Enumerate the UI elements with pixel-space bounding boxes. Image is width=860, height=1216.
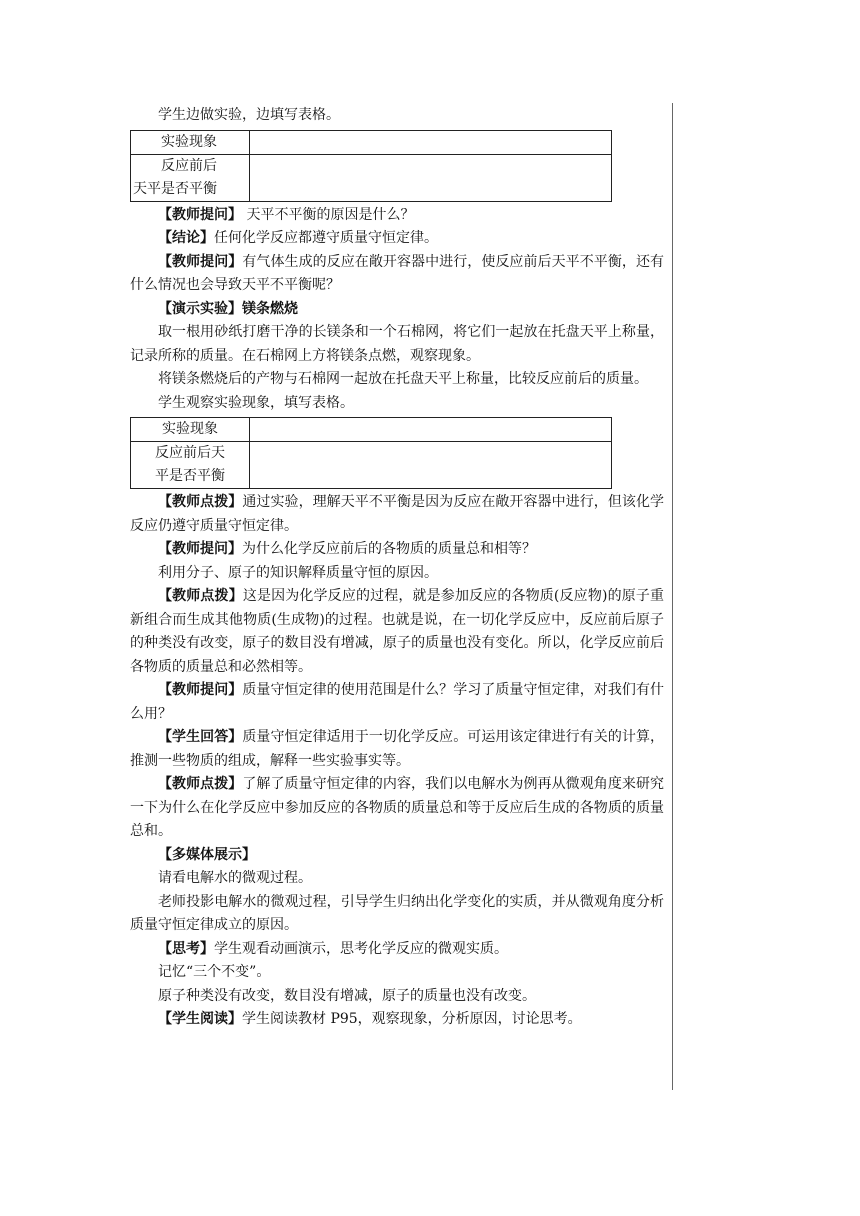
table-cell-text: 平是否平衡 xyxy=(155,468,225,484)
demo-title: 镁条燃烧 xyxy=(242,300,298,317)
tag-label: 【多媒体展示】 xyxy=(158,846,256,863)
teacher-question xyxy=(130,679,664,726)
teacher-hint xyxy=(130,491,664,538)
tag-label: 【教师提问】 xyxy=(158,206,242,223)
table-row xyxy=(131,154,612,201)
table-cell-blank[interactable] xyxy=(250,418,612,442)
tag-label: 【教师提问】 xyxy=(158,253,243,270)
paragraph-text: 这是因为化学反应的过程，就是参加反应的各物质(反应物)的原子重新组合而生成其他物质(生成物)的过程。也就是说，在一切化学反应中，反应前后原子的种类没有改变，原子的数目没有增减，原子的质量也没有变化。所以，化学反应前后各物质的质量总和必然相等。 xyxy=(130,588,664,675)
demo-experiment xyxy=(130,298,664,322)
paragraph-text: 天平不平衡的原因是什么？ xyxy=(242,206,415,223)
tag-label: 【学生回答】 xyxy=(158,729,243,745)
teacher-question xyxy=(130,538,664,562)
tag-label: 【结论】 xyxy=(158,230,214,246)
teacher-hint xyxy=(130,773,664,844)
tag-label: 【教师点拨】 xyxy=(158,588,243,604)
observation-table-1 xyxy=(130,130,612,202)
paragraph-text: 任何化学反应都遵守质量守恒定律。 xyxy=(214,230,438,246)
table-cell-blank[interactable] xyxy=(250,130,612,154)
paragraph: 记忆“三个不变”。 xyxy=(158,964,271,980)
paragraph-text: 质量守恒定律适用于一切化学反应。可运用该定律进行有关的计算，推测一些物质的组成，解释一些实验事实等。 xyxy=(130,729,664,769)
paragraph-text: 质量守恒定律的使用范围是什么？学习了质量守恒定律，对我们有什么用？ xyxy=(130,682,664,722)
table-cell-text: 天平是否平衡 xyxy=(133,180,217,197)
table-row xyxy=(131,442,612,489)
paragraph-text: 学生观看动画演示，思考化学反应的微观实质。 xyxy=(214,940,508,957)
conclusion xyxy=(130,227,664,251)
paragraph: 学生边做实验，边填写表格。 xyxy=(158,107,340,123)
teacher-question xyxy=(130,204,664,228)
table-cell-label xyxy=(131,154,250,201)
paragraph: 学生观察实验现象，填写表格。 xyxy=(158,394,354,411)
paragraph-text: 通过实验，理解天平不平衡是因为反应在敞开容器中进行，但该化学反应仍遵守质量守恒定律。 xyxy=(130,494,664,534)
teacher-hint xyxy=(130,585,664,679)
tag-label: 【教师提问】 xyxy=(158,682,243,698)
table-row xyxy=(131,130,612,154)
table-cell-text: 反应前后 xyxy=(161,157,217,174)
thinking xyxy=(130,938,664,962)
table-cell-label: 实验现象 xyxy=(131,130,250,154)
paragraph: 请看电解水的微观过程。 xyxy=(158,870,312,886)
table-cell-blank[interactable] xyxy=(250,154,612,201)
table-row xyxy=(131,418,612,442)
paragraph-text: 为什么化学反应前后的各物质的质量总和相等？ xyxy=(242,541,536,557)
lesson-content xyxy=(130,104,664,1032)
tag-label: 【演示实验】 xyxy=(158,300,242,317)
observation-table-2 xyxy=(130,417,612,489)
page-margin-line xyxy=(672,103,673,1090)
paragraph-text: 学生阅读教材 P95，观察现象，分析原因，讨论思考。 xyxy=(242,1011,582,1027)
tag-label: 【学生阅读】 xyxy=(158,1011,242,1027)
teacher-question xyxy=(130,251,664,298)
paragraph: 原子种类没有改变，数目没有增减，原子的质量也没有改变。 xyxy=(158,987,536,1004)
multimedia-heading xyxy=(130,844,664,868)
student-answer xyxy=(130,726,664,773)
paragraph-text: 了解了质量守恒定律的内容，我们以电解水为例再从微观角度来研究一下为什么在化学反应中参加反应的各物质的质量总和等于反应后生成的各物质的质量总和。 xyxy=(130,776,664,839)
tag-label: 【教师点拨】 xyxy=(158,776,243,792)
paragraph-text: 有气体生成的反应在敞开容器中进行，使反应前后天平不平衡，还有什么情况也会导致天平不平衡呢？ xyxy=(130,253,664,293)
paragraph: 取一根用砂纸打磨干净的长镁条和一个石棉网，将它们一起放在托盘天平上称量，记录所称的质量。在石棉网上方将镁条点燃，观察现象。 xyxy=(130,324,664,364)
table-cell-text: 反应前后天 xyxy=(155,445,225,461)
student-reading xyxy=(130,1008,664,1032)
tag-label: 【教师提问】 xyxy=(158,541,242,557)
tag-label: 【教师点拨】 xyxy=(158,494,243,510)
paragraph: 老师投影电解水的微观过程，引导学生归纳出化学变化的实质，并从微观角度分析质量守恒定律成立的原因。 xyxy=(130,893,664,933)
paragraph: 利用分子、原子的知识解释质量守恒的原因。 xyxy=(158,564,438,581)
tag-label: 【思考】 xyxy=(158,940,214,957)
paragraph: 将镁条燃烧后的产物与石棉网一起放在托盘天平上称量，比较反应前后的质量。 xyxy=(158,371,648,387)
table-cell-blank[interactable] xyxy=(250,442,612,489)
table-cell-label: 实验现象 xyxy=(131,418,250,442)
table-cell-label xyxy=(131,442,250,489)
